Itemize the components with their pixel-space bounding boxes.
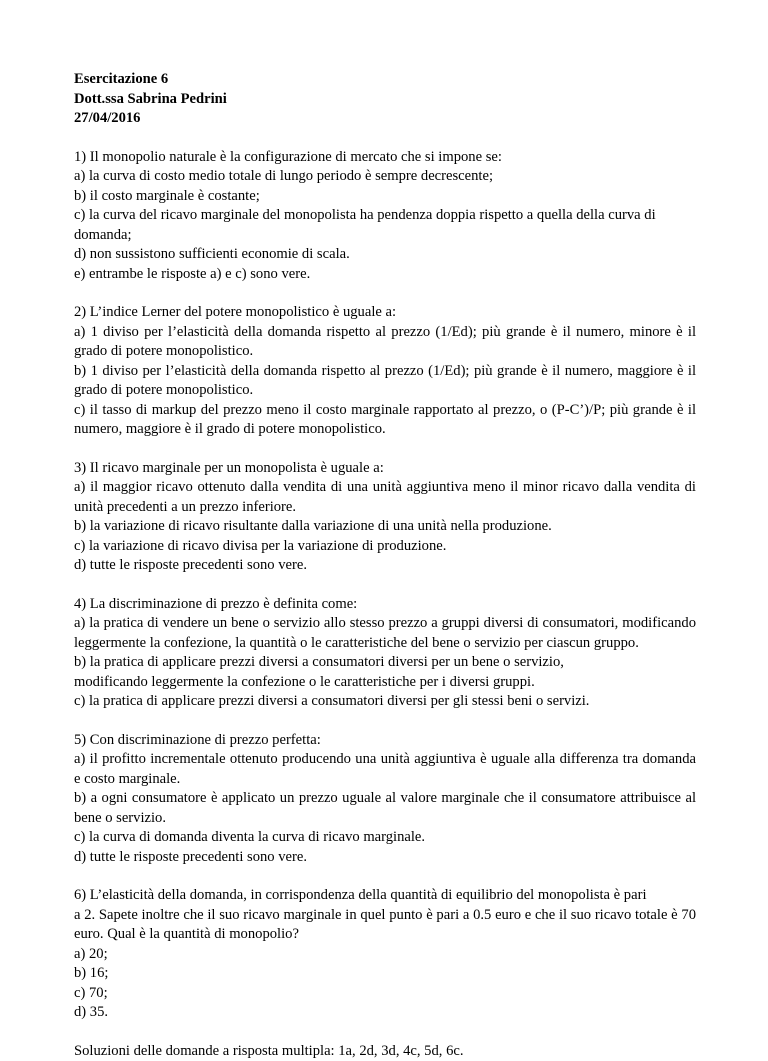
question-4-option-c: c) la pratica di applicare prezzi diversi a consumatori diversi per gli stessi beni o servizi. xyxy=(74,692,696,712)
question-4-option-b: b) la pratica di applicare prezzi diversi a consumatori diversi per un bene o servizio, xyxy=(74,653,696,673)
question-4-text: 4) La discriminazione di prezzo è definita come: xyxy=(74,595,696,615)
question-6-text: 6) L’elasticità della domanda, in corrispondenza della quantità di equilibrio del monopolista è pari xyxy=(74,886,696,906)
document-date: 27/04/2016 xyxy=(74,109,696,129)
question-6-option-b: b) 16; xyxy=(74,964,696,984)
question-3-option-d: d) tutte le risposte precedenti sono vere. xyxy=(74,556,696,576)
question-4-option-b-continued: modificando leggermente la confezione o le caratteristiche per i diversi gruppi. xyxy=(74,673,696,693)
question-5-option-d: d) tutte le risposte precedenti sono vere. xyxy=(74,848,696,868)
question-3-text: 3) Il ricavo marginale per un monopolista è uguale a: xyxy=(74,459,696,479)
question-6-option-a: a) 20; xyxy=(74,945,696,965)
question-4 xyxy=(74,595,696,712)
document-title: Esercitazione 6 xyxy=(74,70,696,90)
question-5-option-c: c) la curva di domanda diventa la curva di ricavo marginale. xyxy=(74,828,696,848)
question-2-option-b: b) 1 diviso per l’elasticità della domanda rispetto al prezzo (1/Ed); più grande è il numero, maggiore è il grado di potere monopolistico. xyxy=(74,362,696,401)
question-3-option-a: a) il maggior ricavo ottenuto dalla vendita di una unità aggiuntiva meno il minor ricavo dalla vendita di unità precedenti a un prezzo inferiore. xyxy=(74,478,696,517)
question-1-option-a: a) la curva di costo medio totale di lungo periodo è sempre decrescente; xyxy=(74,167,696,187)
question-5-option-a: a) il profitto incrementale ottenuto producendo una unità aggiuntiva è uguale alla differenza tra domanda e costo marginale. xyxy=(74,750,696,789)
question-3-option-c: c) la variazione di ricavo divisa per la variazione di produzione. xyxy=(74,537,696,557)
question-6-text-continued: a 2. Sapete inoltre che il suo ricavo marginale in quel punto è pari a 0.5 euro e che il suo ricavo totale è 70 euro. Qual è la quantità di monopolio? xyxy=(74,906,696,945)
question-6-option-c: c) 70; xyxy=(74,984,696,1004)
question-1-text: 1) Il monopolio naturale è la configurazione di mercato che si impone se: xyxy=(74,148,696,168)
question-4-option-a: a) la pratica di vendere un bene o servizio allo stesso prezzo a gruppi diversi di consumatori, modificando leggermente la confezione, la quantità o le caratteristiche del bene o servizio per ciascun gruppo. xyxy=(74,614,696,653)
question-3-option-b: b) la variazione di ricavo risultante dalla variazione di una unità nella produzione. xyxy=(74,517,696,537)
question-6 xyxy=(74,886,696,1023)
question-1-option-b: b) il costo marginale è costante; xyxy=(74,187,696,207)
question-3 xyxy=(74,459,696,576)
question-2-option-a: a) 1 diviso per l’elasticità della domanda rispetto al prezzo (1/Ed); più grande è il numero, minore è il grado di potere monopolistico. xyxy=(74,323,696,362)
question-5-option-b: b) a ogni consumatore è applicato un prezzo uguale al valore marginale che il consumatore attribuisce al bene o servizio. xyxy=(74,789,696,828)
question-1 xyxy=(74,148,696,285)
question-2-text: 2) L’indice Lerner del potere monopolistico è uguale a: xyxy=(74,303,696,323)
question-5-text: 5) Con discriminazione di prezzo perfetta: xyxy=(74,731,696,751)
question-1-option-d: d) non sussistono sufficienti economie di scala. xyxy=(74,245,696,265)
question-5 xyxy=(74,731,696,868)
question-1-option-c: c) la curva del ricavo marginale del monopolista ha pendenza doppia rispetto a quella della curva di domanda; xyxy=(74,206,696,245)
question-6-option-d: d) 35. xyxy=(74,1003,696,1023)
document-content xyxy=(74,70,696,1061)
question-2-option-c: c) il tasso di markup del prezzo meno il costo marginale rapportato al prezzo, o (P-C’)/P; più grande è il numero, maggiore è il grado di potere monopolistico. xyxy=(74,401,696,440)
solutions-line: Soluzioni delle domande a risposta multipla: 1a, 2d, 3d, 4c, 5d, 6c. xyxy=(74,1042,696,1061)
question-2 xyxy=(74,303,696,440)
document-author: Dott.ssa Sabrina Pedrini xyxy=(74,90,696,110)
question-1-option-e: e) entrambe le risposte a) e c) sono vere. xyxy=(74,265,696,285)
document-header xyxy=(74,70,696,129)
